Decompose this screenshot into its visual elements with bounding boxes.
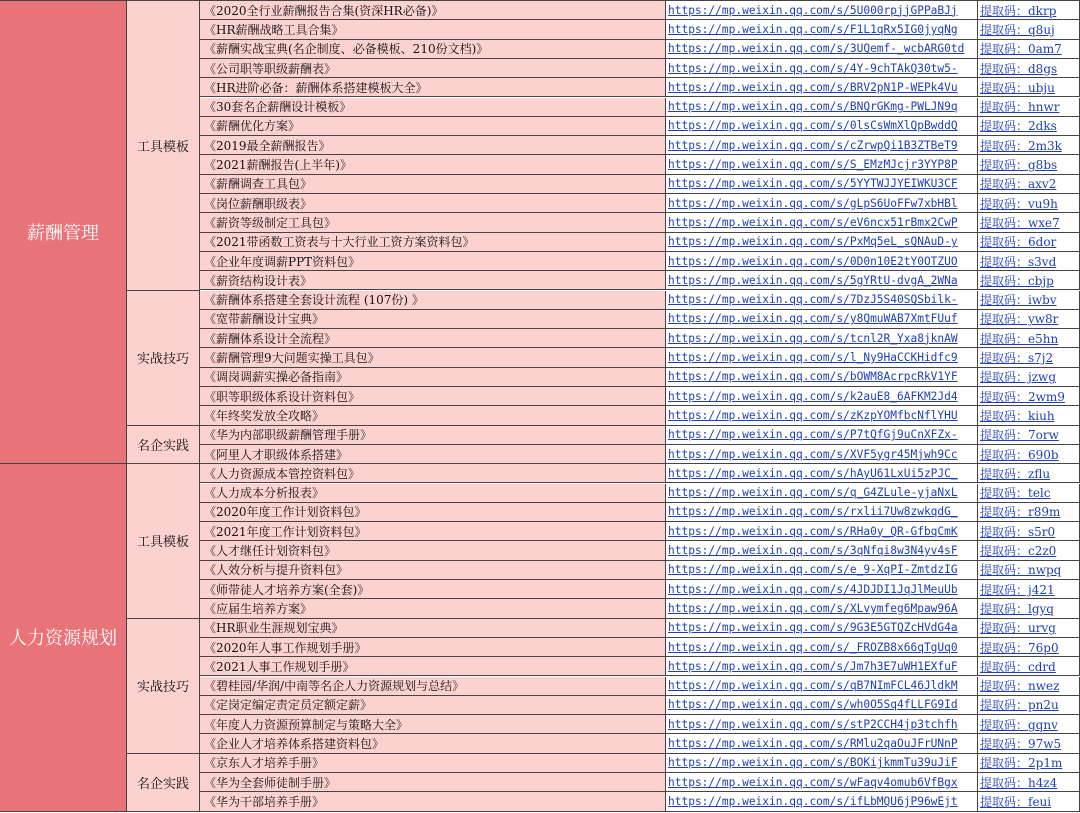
extraction-code[interactable]: 提取码：s3vd <box>978 252 1080 270</box>
resource-link[interactable]: https://mp.weixin.qq.com/s/4JDJDI1JqJlMeuUb <box>666 580 978 598</box>
resource-title: 《宽带薪酬设计宝典》 <box>200 310 666 328</box>
table-row <box>200 754 1080 773</box>
resource-title: 《2019最全薪酬报告》 <box>200 136 666 154</box>
category-label: 人力资源规划 <box>0 464 127 811</box>
extraction-code[interactable]: 提取码：g8bs <box>978 155 1080 173</box>
resource-link[interactable]: https://mp.weixin.qq.com/s/hAyU61LxUi5zPJC_ <box>666 464 978 482</box>
table-row <box>200 599 1080 618</box>
subcategory-label: 名企实践 <box>127 754 200 812</box>
table-row <box>200 136 1080 155</box>
table-row <box>200 387 1080 406</box>
resource-link[interactable]: https://mp.weixin.qq.com/s/5gYRtU-dvgA_2WNa <box>666 271 978 289</box>
table-row <box>200 773 1080 792</box>
extraction-code[interactable]: 提取码：gqnv <box>978 715 1080 733</box>
resource-title: 《企业年度调薪PPT资料包》 <box>200 252 666 270</box>
resource-title: 《职等职级体系设计资料包》 <box>200 387 666 405</box>
resource-link[interactable]: https://mp.weixin.qq.com/s/zKzpYOMfbcNflYHU <box>666 406 978 424</box>
resource-title: 《30套名企薪酬设计模板》 <box>200 98 666 116</box>
extraction-code[interactable]: 提取码：2wm9 <box>978 387 1080 405</box>
table-row <box>200 155 1080 174</box>
resource-title: 《薪酬调查工具包》 <box>200 175 666 193</box>
table-row <box>200 657 1080 676</box>
table-row <box>200 406 1080 425</box>
resource-title: 《薪酬体系设计全流程》 <box>200 329 666 347</box>
table-row <box>200 271 1080 290</box>
resource-link[interactable]: https://mp.weixin.qq.com/s/BNQrGKmg-PWLJN9q <box>666 98 978 116</box>
table-row <box>200 580 1080 599</box>
extraction-code[interactable]: 提取码：kiuh <box>978 406 1080 424</box>
table-row <box>200 619 1080 638</box>
table-row <box>200 194 1080 213</box>
table-row <box>200 348 1080 367</box>
resource-link[interactable]: https://mp.weixin.qq.com/s/4Y-9chTAkQ30tw5- <box>666 59 978 77</box>
extraction-code[interactable]: 提取码：jzwg <box>978 368 1080 386</box>
resource-title: 《企业人才培养体系搭建资料包》 <box>200 734 666 752</box>
resource-title: 《2021人事工作规划手册》 <box>200 657 666 675</box>
resource-title: 《薪酬实战宝典(名企制度、必备模板、210份文档)》 <box>200 40 666 58</box>
resource-title: 《2020年人事工作规划手册》 <box>200 638 666 656</box>
extraction-code[interactable]: 提取码：telc <box>978 484 1080 502</box>
resource-title: 《京东人才培养手册》 <box>200 754 666 772</box>
resource-title: 《人力资源成本管控资料包》 <box>200 464 666 482</box>
table-row <box>200 368 1080 387</box>
table-row <box>200 638 1080 657</box>
extraction-code[interactable]: 提取码：urvg <box>978 619 1080 637</box>
resource-link[interactable]: https://mp.weixin.qq.com/s/ifLbMQU6jP96wEjt <box>666 792 978 810</box>
extraction-code[interactable]: 提取码：2p1m <box>978 754 1080 772</box>
resource-link[interactable]: https://mp.weixin.qq.com/s/7DzJ5S40SQSbilk- <box>666 291 978 309</box>
table-row <box>200 40 1080 59</box>
extraction-code[interactable]: 提取码：iwbv <box>978 291 1080 309</box>
table-row <box>200 561 1080 580</box>
resource-link[interactable]: https://mp.weixin.qq.com/s/PxMq5eL_sQNAuD-y <box>666 233 978 251</box>
resource-link[interactable]: https://mp.weixin.qq.com/s/BRV2pN1P-WEPk4Vu <box>666 78 978 96</box>
table-row <box>200 20 1080 39</box>
resource-link[interactable]: https://mp.weixin.qq.com/s/P7tQfGj9uCnXFZx- <box>666 426 978 444</box>
extraction-code[interactable]: 提取码：hnwr <box>978 98 1080 116</box>
extraction-code[interactable]: 提取码：r89m <box>978 503 1080 521</box>
extraction-code[interactable]: 提取码：dkrp <box>978 1 1080 19</box>
table-row <box>200 98 1080 117</box>
extraction-code[interactable]: 提取码：d8gs <box>978 59 1080 77</box>
table-row <box>200 175 1080 194</box>
table-row <box>200 78 1080 97</box>
resource-link[interactable]: https://mp.weixin.qq.com/s/XVF5ygr45Mjwh9Cc <box>666 445 978 463</box>
resource-title: 《薪酬体系搭建全套设计流程 (107份) 》 <box>200 291 666 309</box>
resource-title: 《阿里人才职级体系搭建》 <box>200 445 666 463</box>
table-row <box>200 310 1080 329</box>
resource-link[interactable]: https://mp.weixin.qq.com/s/XLvymfeg6Mpaw96A <box>666 599 978 617</box>
category-label: 薪酬管理 <box>0 1 127 464</box>
resource-link[interactable]: https://mp.weixin.qq.com/s/q_G4ZLule-yjaNxL <box>666 484 978 502</box>
extraction-code[interactable]: 提取码：lgyq <box>978 599 1080 617</box>
resource-link[interactable]: https://mp.weixin.qq.com/s/k2auE8_6AFKM2Jd4 <box>666 387 978 405</box>
resource-title: 《2020年度工作计划资料包》 <box>200 503 666 521</box>
resource-title: 《华为全套师徒制手册》 <box>200 773 666 791</box>
resource-link[interactable]: https://mp.weixin.qq.com/s/0lsCsWmXlQpBwddQ <box>666 117 978 135</box>
resource-title: 《薪资等级制定工具包》 <box>200 213 666 231</box>
resource-link[interactable]: https://mp.weixin.qq.com/s/3UQemf-_wcbARG0td <box>666 40 978 58</box>
resource-title: 《人力成本分析报表》 <box>200 484 666 502</box>
resource-link[interactable]: https://mp.weixin.qq.com/s/y8QmuWAB7XmtFUuf <box>666 310 978 328</box>
resource-link[interactable]: https://mp.weixin.qq.com/s/RHa0y_QR-GfbqCmK <box>666 522 978 540</box>
resource-link[interactable]: https://mp.weixin.qq.com/s/5U000rpjjGPPaBJj <box>666 1 978 19</box>
resource-link[interactable]: https://mp.weixin.qq.com/s/stP2CCH4jp3tchfh <box>666 715 978 733</box>
extraction-code[interactable]: 提取码：cdrd <box>978 657 1080 675</box>
resource-title: 《薪酬管理9大问题实操工具包》 <box>200 348 666 366</box>
extraction-code[interactable]: 提取码：2m3k <box>978 136 1080 154</box>
extraction-code[interactable]: 提取码：0am7 <box>978 40 1080 58</box>
extraction-code[interactable]: 提取码：feui <box>978 792 1080 810</box>
extraction-code[interactable]: 提取码：h4z4 <box>978 773 1080 791</box>
table-row <box>200 677 1080 696</box>
table-row <box>200 426 1080 445</box>
resource-title: 《HR职业生涯规划宝典》 <box>200 619 666 637</box>
resource-link[interactable]: https://mp.weixin.qq.com/s/5YYTWJJYEIWKU3CF <box>666 175 978 193</box>
table-row <box>200 503 1080 522</box>
resource-link[interactable]: https://mp.weixin.qq.com/s/bOWM8AcrpcRkV1YF <box>666 368 978 386</box>
extraction-code[interactable]: 提取码：nwez <box>978 677 1080 695</box>
extraction-code[interactable]: 提取码：76p0 <box>978 638 1080 656</box>
table-row <box>200 252 1080 271</box>
resource-title: 《师带徒人才培养方案(全套)》 <box>200 580 666 598</box>
resource-link[interactable]: https://mp.weixin.qq.com/s/9G3E5GTQZcHVdG4a <box>666 619 978 637</box>
table-row <box>200 291 1080 310</box>
extraction-code[interactable]: 提取码：pn2u <box>978 696 1080 714</box>
resource-title: 《华为干部培养手册》 <box>200 792 666 810</box>
extraction-code[interactable]: 提取码：q8uj <box>978 20 1080 38</box>
resource-title: 《2021带函数工资表与十大行业工资方案资料包》 <box>200 233 666 251</box>
table-row <box>200 1 1080 20</box>
resource-link[interactable]: https://mp.weixin.qq.com/s/0D0n10E2tY0OTZUO <box>666 252 978 270</box>
subcategory-label: 实战技巧 <box>127 619 200 754</box>
resource-link[interactable]: https://mp.weixin.qq.com/s/gLpS6UoFFw7xbHBl <box>666 194 978 212</box>
resource-title: 《应届生培养方案》 <box>200 599 666 617</box>
extraction-code[interactable]: 提取码：2dks <box>978 117 1080 135</box>
extraction-code[interactable]: 提取码：cbjp <box>978 271 1080 289</box>
table-row <box>200 59 1080 78</box>
extraction-code[interactable]: 提取码：wxe7 <box>978 213 1080 231</box>
extraction-code[interactable]: 提取码：s5r0 <box>978 522 1080 540</box>
resource-title: 《岗位薪酬职级表》 <box>200 194 666 212</box>
subcategory-label: 工具模板 <box>127 1 200 291</box>
resource-link[interactable]: https://mp.weixin.qq.com/s/tcnl2R_Yxa8jknAW <box>666 329 978 347</box>
resource-link[interactable]: https://mp.weixin.qq.com/s/_FROZB8x66qTgUq0 <box>666 638 978 656</box>
resource-title: 《年终奖发放全攻略》 <box>200 406 666 424</box>
subcategory-label: 工具模板 <box>127 464 200 618</box>
table-row <box>200 522 1080 541</box>
extraction-code[interactable]: 提取码：zflu <box>978 464 1080 482</box>
resource-link[interactable]: https://mp.weixin.qq.com/s/cZrwpQi1B3ZTBeT9 <box>666 136 978 154</box>
subcategory-label: 实战技巧 <box>127 291 200 426</box>
table-row <box>200 792 1080 811</box>
table-row <box>200 696 1080 715</box>
resource-link[interactable]: https://mp.weixin.qq.com/s/F1L1qRx5IG0jyqNg <box>666 20 978 38</box>
table-row <box>200 213 1080 232</box>
extraction-code[interactable]: 提取码：axv2 <box>978 175 1080 193</box>
resource-link[interactable]: https://mp.weixin.qq.com/s/e_9-XqPI-ZmtdzIG <box>666 561 978 579</box>
table-row <box>200 541 1080 560</box>
resource-link[interactable]: https://mp.weixin.qq.com/s/qB7NImFCL46JldkM <box>666 677 978 695</box>
table-row <box>200 233 1080 252</box>
resource-title: 《人效分析与提升资料包》 <box>200 561 666 579</box>
resource-title: 《公司职等职级薪酬表》 <box>200 59 666 77</box>
resource-link[interactable]: https://mp.weixin.qq.com/s/BOKijkmmTu39uJiF <box>666 754 978 772</box>
extraction-code[interactable]: 提取码：vu9h <box>978 194 1080 212</box>
extraction-code[interactable]: 提取码：690b <box>978 445 1080 463</box>
extraction-code[interactable]: 提取码：s7j2 <box>978 348 1080 366</box>
resource-link[interactable]: https://mp.weixin.qq.com/s/rxlii7Uw8zwkqdG_ <box>666 503 978 521</box>
resource-title: 《调岗调薪实操必备指南》 <box>200 368 666 386</box>
resource-title: 《薪酬优化方案》 <box>200 117 666 135</box>
resource-title: 《HR进阶必备：薪酬体系搭建模板大全》 <box>200 78 666 96</box>
table-row <box>200 445 1080 464</box>
extraction-code[interactable]: 提取码：e5hn <box>978 329 1080 347</box>
table-row <box>200 715 1080 734</box>
table-row <box>200 117 1080 136</box>
resource-link[interactable]: https://mp.weixin.qq.com/s/eV6ncx51rBmx2CwP <box>666 213 978 231</box>
resource-link[interactable]: https://mp.weixin.qq.com/s/l_Ny9HaCCKHidfc9 <box>666 348 978 366</box>
extraction-code[interactable]: 提取码：c2z0 <box>978 541 1080 559</box>
resource-title: 《碧桂园/华润/中南等名企人力资源规划与总结》 <box>200 677 666 695</box>
extraction-code[interactable]: 提取码：nwpq <box>978 561 1080 579</box>
extraction-code[interactable]: 提取码：yw8r <box>978 310 1080 328</box>
table-row <box>200 464 1080 483</box>
subcategory-label: 名企实践 <box>127 426 200 465</box>
resource-link[interactable]: https://mp.weixin.qq.com/s/RMlu2qaOuJFrUNnP <box>666 734 978 752</box>
extraction-code[interactable]: 提取码：97w5 <box>978 734 1080 752</box>
table-row <box>200 484 1080 503</box>
extraction-code[interactable]: 提取码：j421 <box>978 580 1080 598</box>
extraction-code[interactable]: 提取码：7orw <box>978 426 1080 444</box>
resource-title: 《HR薪酬战略工具合集》 <box>200 20 666 38</box>
resource-link[interactable]: https://mp.weixin.qq.com/s/wFaqv4omub6VfBgx <box>666 773 978 791</box>
resource-link[interactable]: https://mp.weixin.qq.com/s/wh0O5Sq4fLLFG9Id <box>666 696 978 714</box>
resource-title: 《年度人力资源预算制定与策略大全》 <box>200 715 666 733</box>
resource-title: 《薪资结构设计表》 <box>200 271 666 289</box>
resource-title: 《华为内部职级薪酬管理手册》 <box>200 426 666 444</box>
extraction-code[interactable]: 提取码：6dor <box>978 233 1080 251</box>
resource-link[interactable]: https://mp.weixin.qq.com/s/Jm7h3E7uWH1EXfuF <box>666 657 978 675</box>
extraction-code[interactable]: 提取码：ubju <box>978 78 1080 96</box>
resource-title: 《人才继任计划资料包》 <box>200 541 666 559</box>
resource-title: 《2021年度工作计划资料包》 <box>200 522 666 540</box>
resource-title: 《2020全行业薪酬报告合集(资深HR必备)》 <box>200 1 666 19</box>
table-row <box>200 734 1080 753</box>
resource-link[interactable]: https://mp.weixin.qq.com/s/S_EMzMJcjr3YYP8P <box>666 155 978 173</box>
table-row <box>200 329 1080 348</box>
resource-link[interactable]: https://mp.weixin.qq.com/s/3qNfqi8w3N4yv4sF <box>666 541 978 559</box>
resource-title: 《定岗定编定责定员定额定薪》 <box>200 696 666 714</box>
resource-title: 《2021薪酬报告(上半年)》 <box>200 155 666 173</box>
